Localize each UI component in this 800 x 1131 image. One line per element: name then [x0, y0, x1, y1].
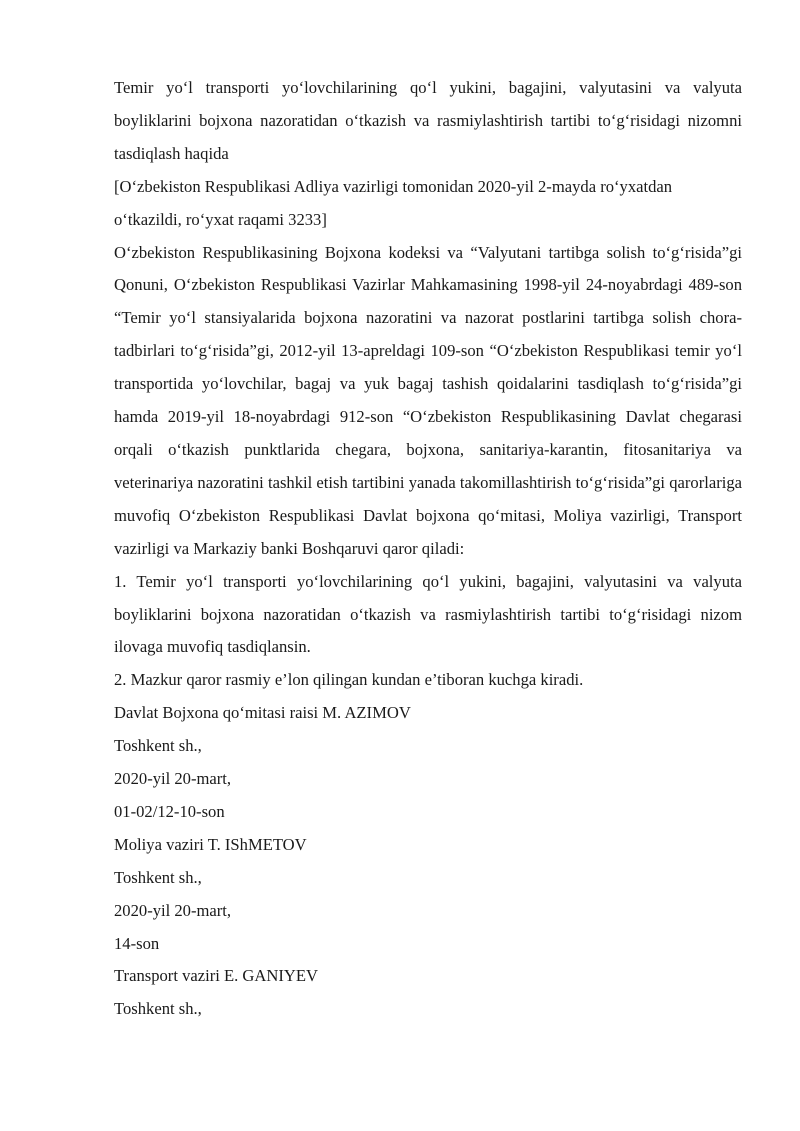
signature-line: Toshkent sh.,	[114, 999, 202, 1019]
signature-line: Moliya vaziri T. IShMETOV	[114, 834, 307, 854]
signature-line: 2020-yil 20-mart,	[114, 769, 232, 789]
document-page	[114, 72, 742, 1026]
signature-line: Transport vaziri E. GANIYEV	[114, 966, 319, 986]
preamble-paragraph: O‘zbekiston Respublikasining Bojxona kodeksi va “Valyutani tartibga solish to‘g‘risida”gi Qonuni, O‘zbekiston Respublikasi Vazirlar Mahkamasining 1998-yil 24-noyabrdagi 489-son “Temir yo‘l stansiyalarida bojxona nazoratini va nazorat postlarini tartibga solish chora-tadbirlari to‘g‘risida”gi, 2012-yil 13-apreldagi 109-son “O‘zbekiston Respublikasi temir yo‘l transportida yo‘lovchilar, bagaj va yuk bagaj tashish qoidalarini tasdiqlash to‘g‘risida”gi hamda 2019-yil 18-noyabrdagi 912-son “O‘zbekiston Respublikasining Davlat chegarasi orqali o‘tkazish punktlarida chegara, bojxona, sanitariya-karantin, fitosanitariya va veterinariya nazoratini tashkil etish tartibini yanada takomillashtirish to‘g‘risida”gi qarorlariga muvofiq O‘zbekiston Respublikasi Davlat bojxona qo‘mitasi, Moliya vazirligi, Transport vazirligi va Markaziy banki Boshqaruvi qaror qiladi:	[114, 242, 742, 558]
signature-line: Davlat Bojxona qo‘mitasi raisi M. AZIMOV	[114, 703, 411, 723]
clause-1: 1. Temir yo‘l transporti yo‘lovchilarining qo‘l yukini, bagajini, valyutasini va valyuta boyliklarini bojxona nazoratidan o‘tkazish va rasmiylashtirish tartibi to‘g‘risidagi nizom ilovaga muvofiq tasdiqlansin.	[114, 571, 742, 657]
clause-2: 2. Mazkur qaror rasmiy e’lon qilingan kundan e’tiboran kuchga kiradi.	[114, 670, 584, 690]
registration-note: [O‘zbekiston Respublikasi Adliya vazirligi tomonidan 2020-yil 2-mayda ro‘yxatdan o‘tkazildi, ro‘yxat raqami 3233]	[114, 176, 673, 229]
signature-line: 01-02/12-10-son	[114, 801, 225, 821]
signature-line: 14-son	[114, 933, 160, 953]
signature-line: Toshkent sh.,	[114, 736, 202, 756]
signature-line: Toshkent sh.,	[114, 867, 202, 887]
signature-line: 2020-yil 20-mart,	[114, 900, 232, 920]
document-title: Temir yo‘l transporti yo‘lovchilarining qo‘l yukini, bagajini, valyutasini va valyuta boyliklarini bojxona nazoratidan o‘tkazish va rasmiylashtirish tartibi to‘g‘risidagi nizomni tasdiqlash haqida	[114, 78, 742, 163]
